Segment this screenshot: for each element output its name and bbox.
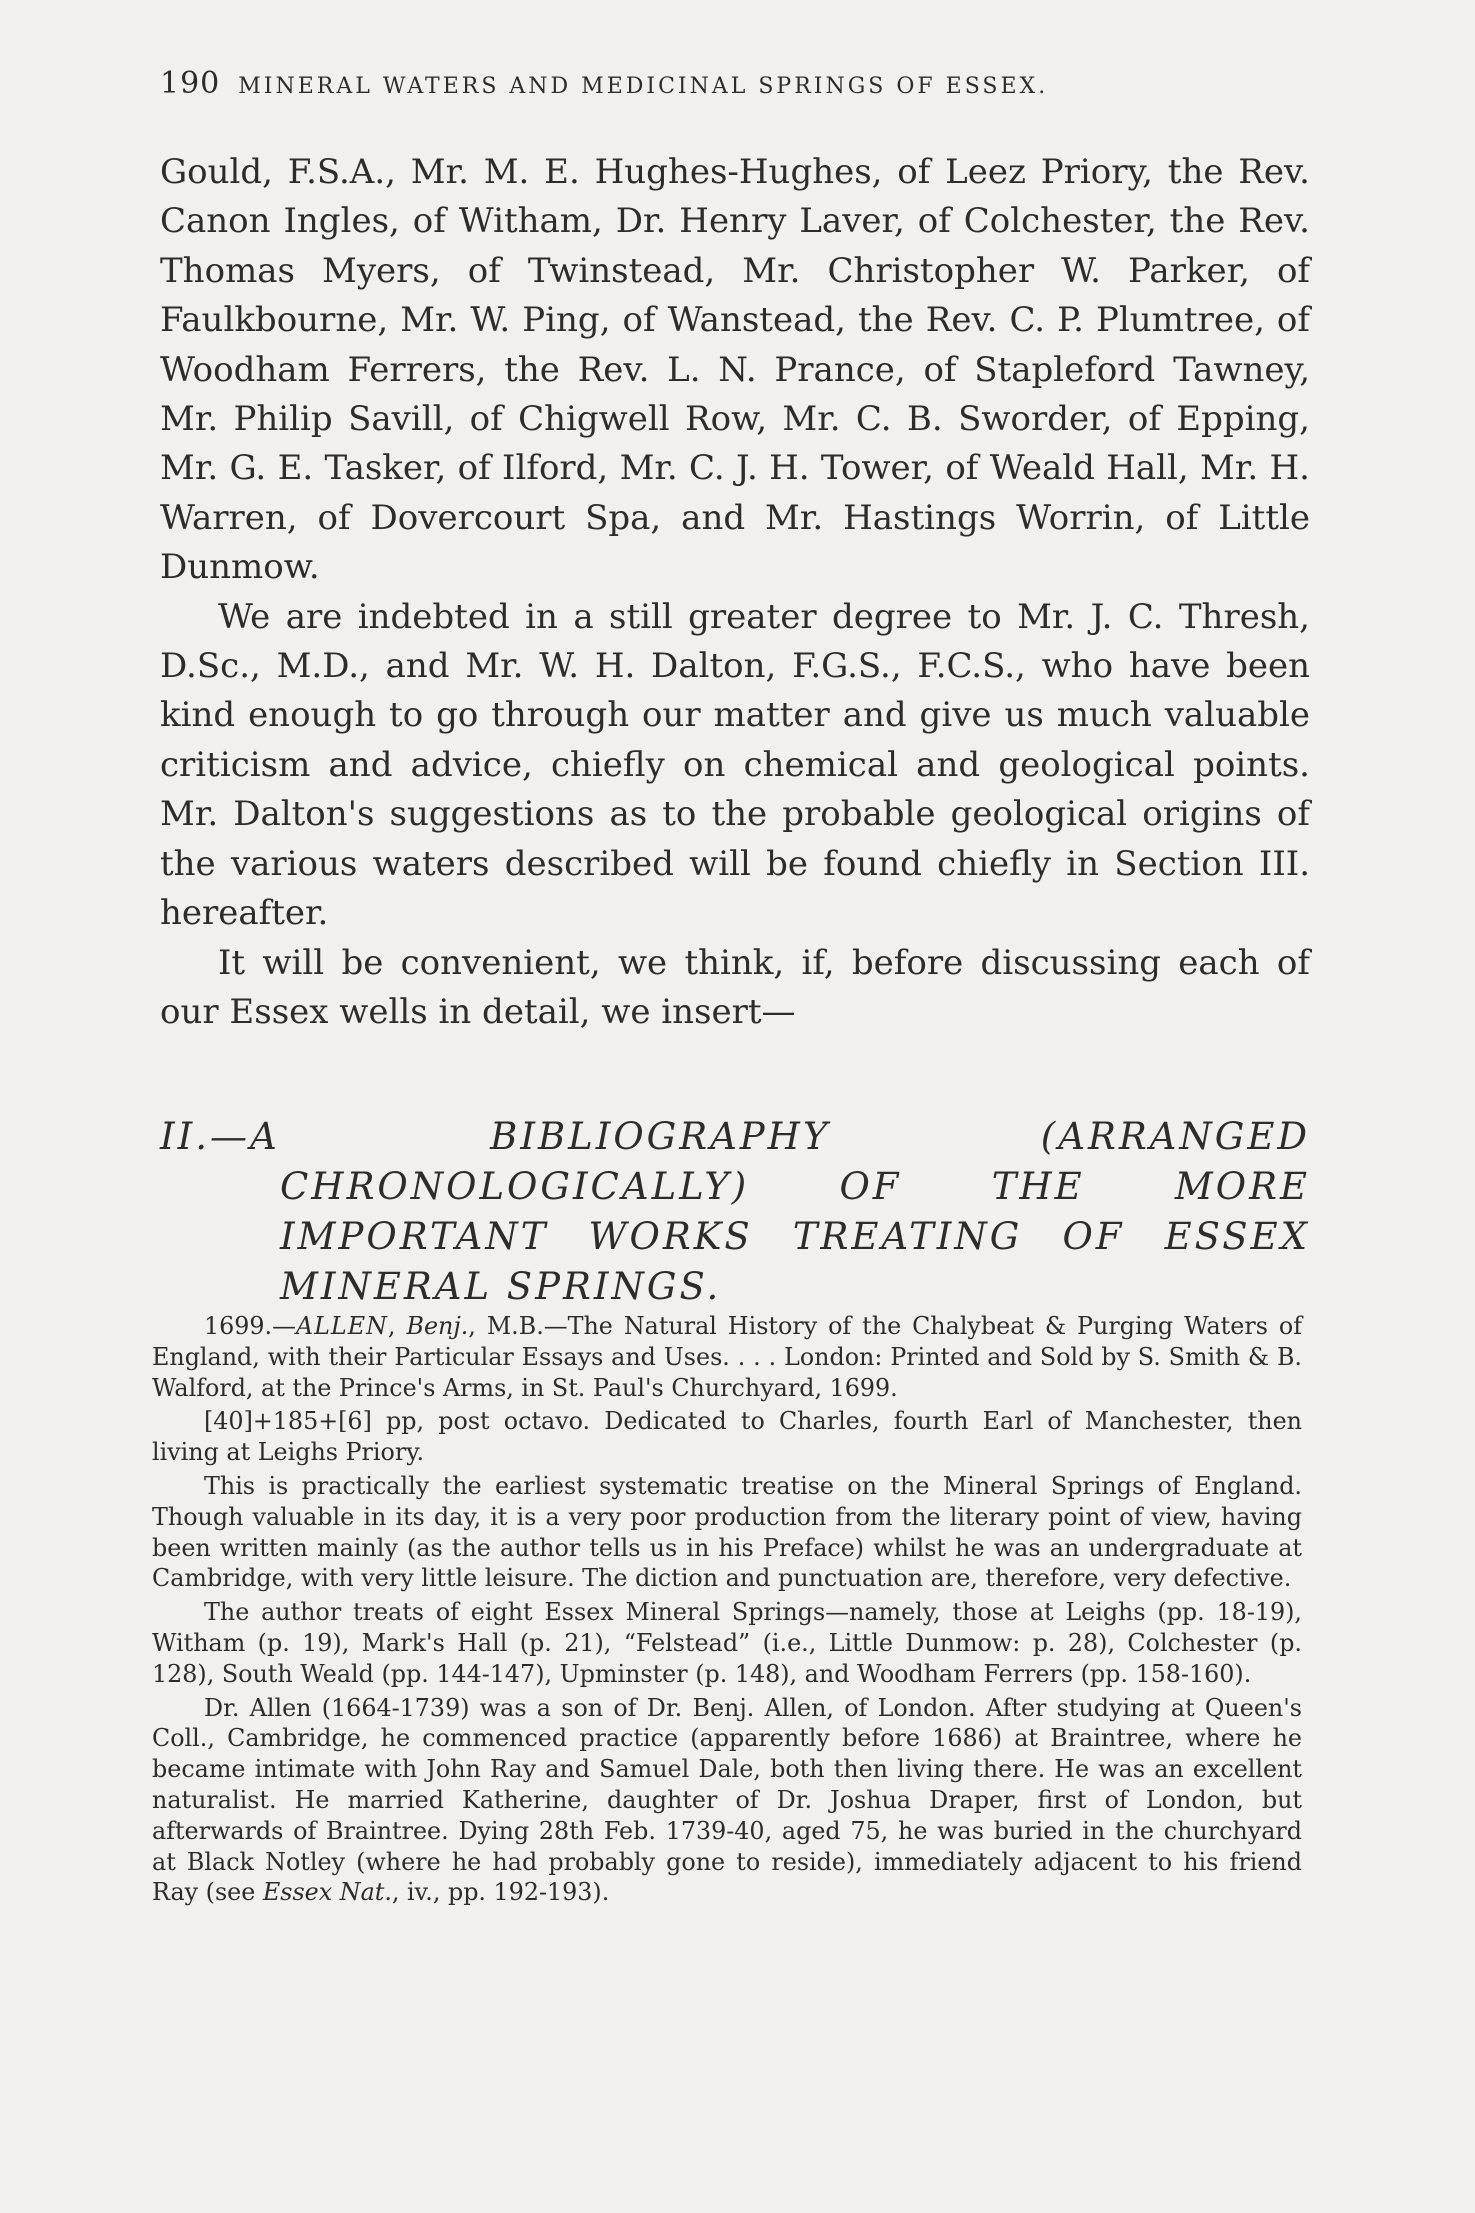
entry-note-3-text: Dr. Allen (1664-1739) was a son of Dr. Benj. Allen, of London. After studying at Queen's Coll., Cambridge, he commenced practice (apparently before 1686) at Braintree, where he became intimate with John Ray and Samuel Dale, both then living there. He was an excellent naturalist. He married Katherine, daughter of Dr. Joshua Draper, first of London, but afterwards of Braintree. Dying 28th Feb. 1739-40, aged 75, he was buried in the churchyard at Black Notley (where he had probably gone to reside), immediately adjacent to his friend Ray (see bbox=[152, 1693, 1302, 1907]
running-title: MINERAL WATERS AND MEDICINAL SPRINGS OF ESSEX. bbox=[238, 74, 1049, 99]
intro-paragraph: It will be convenient, we think, if, before discussing each of our Essex wells in detail, we insert— bbox=[160, 942, 1310, 1032]
indebted-paragraph: We are indebted in a still greater degree to Mr. J. C. Thresh, D.Sc., M.D., and Mr. W. H. Dalton, F.G.S., F.C.S., who have been kind enough to go through our matter and give us much valuable criticism and advice, chiefly on chemical and geological points. Mr. Dalton's suggestions as to the probable geological origins of the various waters described will be found chiefly in Section III. hereafter. bbox=[160, 596, 1310, 934]
entry-note-3 bbox=[152, 1693, 1302, 1909]
entry-citation: 1699.—ALLEN, Benj., M.B.—The Natural History of the Chalybeat & Purging Waters of England, with their Particular Essays and Uses. . . . London: Printed and Sold by S. Smith & B. Walford, at the Prince's Arms, in St. Paul's Churchyard, 1699. bbox=[152, 1312, 1302, 1402]
entry-note-1: This is practically the earliest systematic treatise on the Mineral Springs of England. Though valuable in its day, it is a very poor production from the literary point of view, having been written mainly (as the author tells us in his Preface) whilst he was an undergraduate at Cambridge, with very little leisure. The diction and punctuation are, therefore, very defective. bbox=[152, 1471, 1302, 1593]
page-number: 190 bbox=[160, 66, 221, 101]
entry-author: ALLEN bbox=[295, 1312, 388, 1340]
entry-note-3-reference: Essex Nat. bbox=[262, 1878, 392, 1907]
entry-note-2: The author treats of eight Essex Mineral Springs—namely, those at Leighs (pp. 18-19), Witham (p. 19), Mark's Hall (p. 21), “Felstead” (i.e., Little Dunmow: p. 28), Colchester (p. 128), South Weald (pp. 144-147), Upminster (p. 148), and Woodham Ferrers (pp. 158-160). bbox=[152, 1598, 1302, 1688]
entry-citation-text: , M.B.—The Natural History of the Chalybeat & Purging Waters of England, with their Particular Essays and Uses. . . . London: Printed and Sold by S. Smith & B. Walford, at the Prince's Arms, in St. Paul's Churchyard, 1699. bbox=[152, 1312, 1302, 1402]
running-header bbox=[160, 66, 1320, 101]
entry-year: 1699.— bbox=[204, 1312, 296, 1340]
entry-author-given: Benj. bbox=[406, 1312, 469, 1340]
acknowledgements-paragraph: Gould, F.S.A., Mr. M. E. Hughes-Hughes, of Leez Priory, the Rev. Canon Ingles, of Witham, Dr. Henry Laver, of Colchester, the Rev. Thomas Myers, of Twinstead, Mr. Christopher W. Parker, of Faulkbourne, Mr. W. Ping, of Wanstead, the Rev. C. P. Plumtree, of Woodham Ferrers, the Rev. L. N. Prance, of Stapleford Tawney, Mr. Philip Savill, of Chigwell Row, Mr. C. B. Sworder, of Epping, Mr. G. E. Tasker, of Ilford, Mr. C. J. H. Tower, of Weald Hall, Mr. H. Warren, of Dovercourt Spa, and Mr. Hastings Worrin, of Little Dunmow. bbox=[160, 152, 1310, 588]
entry-note-3-end: , iv., pp. 192-193). bbox=[391, 1878, 610, 1907]
section-heading: II.—A BIBLIOGRAPHY (ARRANGED CHRONOLOGICALLY) OF THE MORE IMPORTANT WORKS TREATING OF ESSEX MINERAL SPRINGS. bbox=[160, 1115, 1310, 1308]
bibliography-entry bbox=[152, 1311, 1302, 1911]
entry-collation: [40]+185+[6] pp, post octavo. Dedicated to Charles, fourth Earl of Manchester, then living at Leighs Priory. bbox=[152, 1407, 1302, 1467]
main-text bbox=[160, 148, 1310, 1037]
